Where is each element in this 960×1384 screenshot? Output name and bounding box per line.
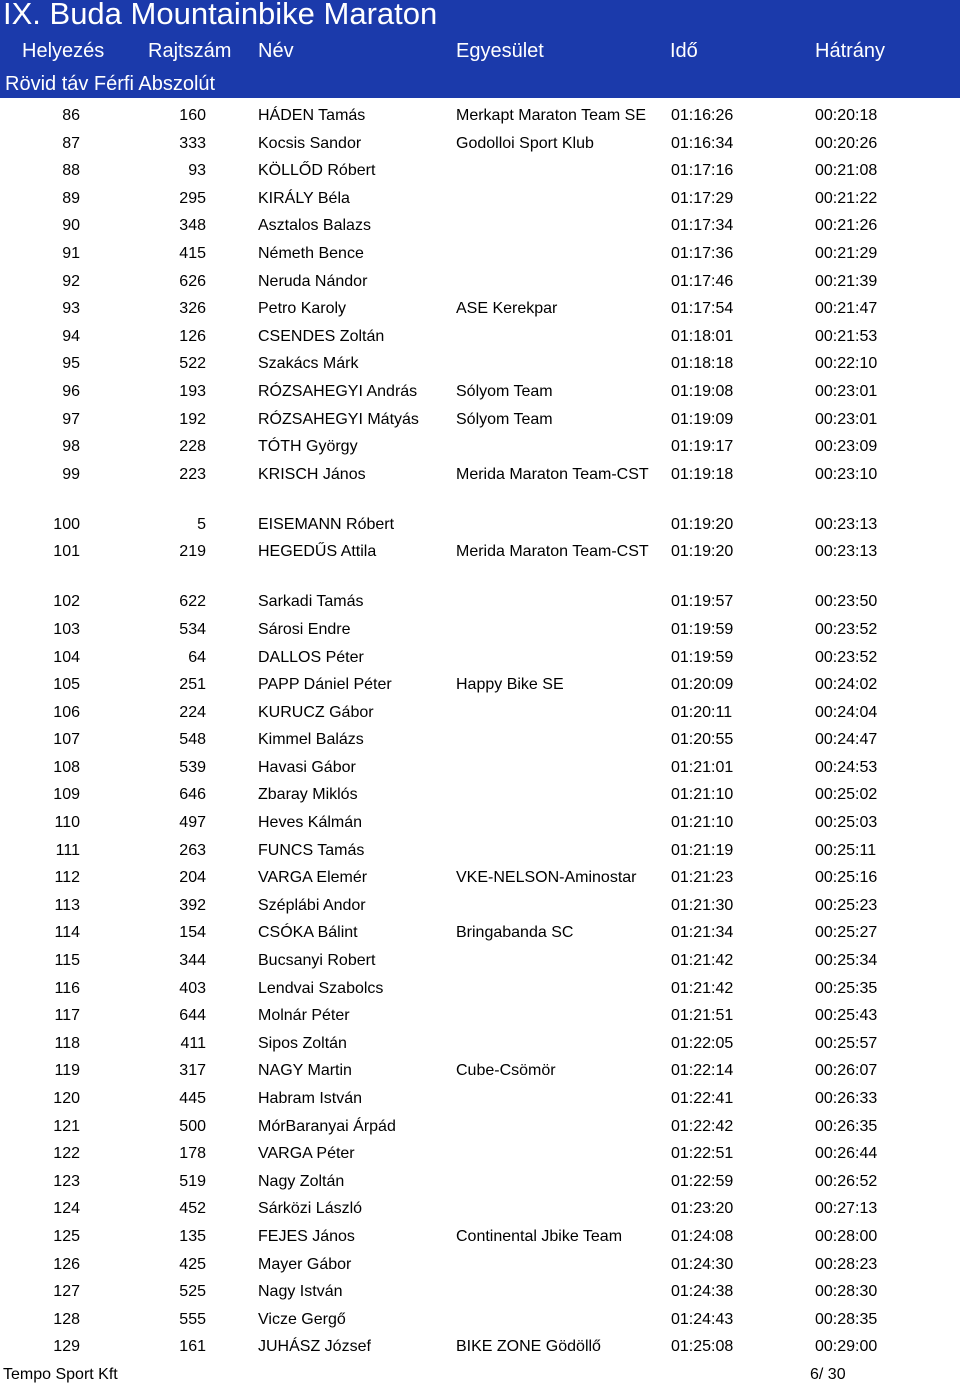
cell-position: 101 [53, 543, 80, 561]
cell-position: 91 [62, 244, 80, 262]
cell-bib: 64 [188, 648, 206, 666]
cell-gap: 00:24:53 [815, 758, 878, 776]
cell-gap: 00:25:03 [815, 814, 878, 832]
cell-gap: 00:23:10 [815, 465, 878, 483]
cell-gap: 00:22:10 [815, 355, 878, 373]
cell-time: 01:16:34 [671, 134, 734, 152]
cell-position: 97 [62, 410, 80, 428]
table-row [0, 777, 960, 805]
table-row [0, 805, 960, 833]
cell-bib: 333 [179, 134, 206, 152]
cell-gap: 00:24:02 [815, 676, 878, 694]
cell-gap: 00:20:18 [815, 107, 878, 124]
cell-name: VARGA Elemér [258, 869, 368, 887]
cell-position: 87 [62, 134, 80, 152]
cell-position: 111 [55, 841, 80, 859]
cell-gap: 00:27:13 [815, 1200, 878, 1218]
cell-position: 119 [54, 1062, 80, 1080]
cell-bib: 251 [179, 676, 206, 694]
cell-bib: 548 [179, 731, 206, 749]
cell-gap: 00:26:07 [815, 1062, 878, 1080]
cell-time: 01:17:46 [671, 272, 734, 290]
cell-name: Németh Bence [258, 244, 364, 262]
cell-gap: 00:21:22 [815, 189, 878, 207]
column-header-time: Idő [670, 40, 698, 62]
cell-time: 01:21:10 [671, 786, 734, 804]
cell-club: VKE-NELSON-Aminostar [456, 869, 637, 887]
cell-time: 01:17:36 [671, 244, 734, 262]
cell-bib: 348 [179, 217, 206, 235]
cell-gap: 00:25:23 [815, 896, 878, 914]
cell-name: HEGEDŰS Attila [258, 543, 377, 561]
cell-name: Széplábi Andor [258, 896, 366, 914]
column-header-gap: Hátrány [815, 40, 886, 62]
cell-time: 01:19:17 [671, 438, 734, 456]
cell-time: 01:21:10 [671, 814, 734, 832]
cell-name: VARGA Péter [258, 1145, 355, 1163]
results-header [0, 0, 960, 98]
cell-position: 95 [62, 355, 80, 373]
cell-time: 01:20:11 [671, 703, 733, 721]
cell-position: 117 [54, 1007, 80, 1025]
cell-time: 01:22:41 [671, 1090, 734, 1107]
cell-bib: 161 [179, 1338, 206, 1356]
table-row [0, 291, 960, 319]
cell-gap: 00:21:53 [815, 327, 878, 345]
cell-gap: 00:25:34 [815, 952, 878, 970]
cell-name: FEJES János [258, 1227, 355, 1245]
cell-bib: 622 [179, 593, 206, 611]
cell-gap: 00:21:29 [815, 244, 878, 262]
page-title: IX. Buda Mountainbike Maraton [3, 0, 438, 31]
cell-position: 99 [62, 465, 80, 483]
cell-time: 01:18:18 [671, 355, 734, 373]
cell-bib: 344 [179, 952, 206, 970]
cell-bib: 228 [179, 438, 206, 456]
cell-gap: 00:26:35 [815, 1117, 878, 1135]
cell-position: 126 [53, 1255, 80, 1273]
cell-gap: 00:21:08 [815, 162, 878, 180]
cell-time: 01:17:29 [671, 189, 734, 207]
cell-gap: 00:23:50 [815, 593, 878, 611]
cell-time: 01:24:30 [671, 1255, 734, 1273]
cell-time: 01:24:08 [671, 1227, 734, 1245]
table-row [0, 722, 960, 750]
cell-name: NAGY Martin [258, 1062, 352, 1080]
cell-club: Continental Jbike Team [456, 1227, 623, 1245]
cell-gap: 00:26:33 [815, 1090, 878, 1107]
table-row [0, 667, 960, 695]
table-row [0, 584, 960, 612]
column-header-name: Név [258, 40, 294, 62]
cell-club: Merkapt Maraton Team SE [456, 107, 647, 124]
cell-bib: 403 [179, 979, 206, 997]
cell-position: 120 [53, 1090, 80, 1107]
cell-time: 01:20:09 [671, 676, 734, 694]
cell-time: 01:19:09 [671, 410, 734, 428]
cell-bib: 160 [179, 107, 206, 124]
cell-name: MórBaranyai Árpád [258, 1117, 396, 1135]
table-row [0, 457, 960, 507]
cell-club: Godolloi Sport Klub [456, 134, 594, 152]
table-row [0, 319, 960, 347]
cell-gap: 00:25:43 [815, 1007, 878, 1025]
table-row [0, 860, 960, 888]
cell-name: Sárközi László [258, 1200, 363, 1218]
cell-name: KÖLLŐD Róbert [258, 162, 376, 180]
cell-position: 94 [62, 327, 80, 345]
cell-club: Cube-Csömör [456, 1062, 556, 1080]
cell-position: 105 [53, 676, 80, 694]
cell-gap: 00:25:27 [815, 924, 878, 942]
cell-time: 01:21:34 [671, 924, 734, 942]
cell-name: Kocsis Sandor [258, 134, 362, 152]
cell-position: 93 [62, 300, 80, 318]
cell-position: 96 [62, 382, 80, 400]
table-row [0, 126, 960, 154]
cell-name: Heves Kálmán [258, 814, 363, 832]
cell-position: 90 [62, 217, 80, 235]
cell-bib: 411 [180, 1034, 206, 1052]
cell-gap: 00:25:35 [815, 979, 878, 997]
cell-club: Merida Maraton Team-CST [456, 465, 649, 483]
cell-time: 01:19:20 [671, 515, 734, 533]
cell-name: Havasi Gábor [258, 758, 356, 776]
cell-gap: 00:20:26 [815, 134, 878, 152]
footer-organizer: Tempo Sport Kft [3, 1366, 118, 1383]
table-row [0, 402, 960, 430]
cell-gap: 00:29:00 [815, 1338, 878, 1356]
cell-gap: 00:26:44 [815, 1145, 878, 1163]
cell-name: KRISCH János [258, 465, 366, 483]
cell-gap: 00:25:11 [815, 841, 877, 859]
table-row [0, 971, 960, 999]
table-row [0, 98, 960, 126]
cell-time: 01:22:59 [671, 1172, 734, 1190]
cell-time: 01:17:54 [671, 300, 734, 318]
cell-name: Zbaray Miklós [258, 786, 358, 804]
cell-time: 01:16:26 [671, 107, 734, 124]
cell-gap: 00:25:57 [815, 1034, 878, 1052]
cell-bib: 5 [197, 515, 206, 533]
cell-position: 129 [53, 1338, 80, 1356]
cell-time: 01:22:14 [671, 1062, 734, 1080]
cell-bib: 193 [179, 382, 206, 400]
cell-time: 01:21:42 [671, 979, 734, 997]
cell-time: 01:19:59 [671, 648, 734, 666]
cell-name: EISEMANN Róbert [258, 515, 395, 533]
cell-bib: 425 [179, 1255, 206, 1273]
table-row [0, 612, 960, 640]
cell-time: 01:21:23 [671, 869, 734, 887]
cell-name: Mayer Gábor [258, 1255, 352, 1273]
cell-time: 01:21:42 [671, 952, 734, 970]
page-number: 6/ 30 [810, 1366, 846, 1383]
cell-gap: 00:23:13 [815, 515, 878, 533]
table-row [0, 998, 960, 1026]
cell-gap: 00:28:23 [815, 1255, 878, 1273]
cell-bib: 525 [179, 1283, 206, 1301]
cell-club: Sólyom Team [456, 382, 553, 400]
cell-bib: 326 [179, 300, 206, 318]
column-header-club: Egyesület [456, 40, 544, 62]
table-row [0, 1136, 960, 1164]
cell-club: Sólyom Team [456, 410, 553, 428]
cell-name: Nagy Zoltán [258, 1172, 345, 1190]
cell-gap: 00:21:47 [815, 300, 878, 318]
cell-position: 112 [54, 869, 80, 887]
cell-name: KURUCZ Gábor [258, 703, 374, 721]
cell-name: JUHÁSZ József [258, 1338, 371, 1356]
cell-gap: 00:23:52 [815, 648, 878, 666]
cell-gap: 00:28:00 [815, 1227, 878, 1245]
table-row [0, 1081, 960, 1109]
cell-bib: 534 [179, 620, 206, 638]
cell-bib: 224 [179, 703, 206, 721]
cell-time: 01:18:01 [671, 327, 734, 345]
table-row [0, 1302, 960, 1330]
cell-position: 127 [53, 1283, 80, 1301]
cell-position: 110 [54, 814, 80, 832]
cell-position: 122 [53, 1145, 80, 1163]
table-row [0, 153, 960, 181]
cell-position: 107 [53, 731, 80, 749]
cell-position: 123 [53, 1172, 80, 1190]
cell-gap: 00:23:01 [815, 410, 878, 428]
cell-time: 01:21:19 [671, 841, 734, 859]
cell-bib: 415 [179, 244, 206, 262]
table-row [0, 1274, 960, 1302]
table-row [0, 1191, 960, 1219]
table-row [0, 181, 960, 209]
cell-gap: 00:23:52 [815, 620, 878, 638]
cell-position: 103 [53, 620, 80, 638]
cell-position: 100 [53, 515, 80, 533]
cell-time: 01:22:51 [671, 1145, 734, 1163]
cell-position: 108 [53, 758, 80, 776]
cell-name: Sarkadi Tamás [258, 593, 364, 611]
table-row [0, 750, 960, 778]
table-row [0, 534, 960, 584]
cell-name: Asztalos Balazs [258, 217, 371, 235]
cell-name: Kimmel Balázs [258, 731, 364, 749]
cell-bib: 392 [179, 896, 206, 914]
cell-bib: 519 [179, 1172, 206, 1190]
table-row [0, 208, 960, 236]
category-title: Rövid táv Férfi Abszolút [5, 73, 216, 95]
cell-name: KIRÁLY Béla [258, 189, 350, 207]
cell-time: 01:19:57 [671, 593, 734, 611]
cell-bib: 295 [179, 189, 206, 207]
results-table [0, 98, 960, 1357]
cell-name: Neruda Nándor [258, 272, 368, 290]
table-row [0, 943, 960, 971]
table-row [0, 264, 960, 292]
cell-bib: 135 [179, 1227, 206, 1245]
cell-position: 109 [53, 786, 80, 804]
cell-time: 01:17:34 [671, 217, 734, 235]
cell-gap: 00:24:04 [815, 703, 878, 721]
cell-club: Merida Maraton Team-CST [456, 543, 649, 561]
cell-name: CSÓKA Bálint [258, 924, 358, 942]
cell-position: 106 [53, 703, 80, 721]
cell-name: PAPP Dániel Péter [258, 676, 392, 694]
cell-time: 01:22:05 [671, 1034, 734, 1052]
cell-gap: 00:28:30 [815, 1283, 878, 1301]
table-row [0, 833, 960, 861]
table-row [0, 1053, 960, 1081]
table-row [0, 1109, 960, 1137]
table-row [0, 507, 960, 535]
cell-position: 125 [53, 1227, 80, 1245]
cell-gap: 00:21:26 [815, 217, 878, 235]
cell-time: 01:19:59 [671, 620, 734, 638]
cell-position: 88 [62, 162, 80, 180]
cell-time: 01:21:30 [671, 896, 734, 914]
cell-time: 01:25:08 [671, 1338, 734, 1356]
cell-name: DALLOS Péter [258, 648, 364, 666]
cell-name: RÓZSAHEGYI Mátyás [258, 410, 419, 428]
cell-bib: 445 [179, 1090, 206, 1107]
cell-time: 01:17:16 [671, 162, 734, 180]
cell-position: 124 [53, 1200, 80, 1218]
cell-time: 01:19:08 [671, 382, 734, 400]
cell-position: 92 [62, 272, 80, 290]
cell-name: HÁDEN Tamás [258, 107, 366, 124]
cell-time: 01:19:20 [671, 543, 734, 561]
table-row [0, 888, 960, 916]
cell-name: RÓZSAHEGYI András [258, 382, 418, 400]
table-row [0, 1329, 960, 1357]
column-header-position: Helyezés [22, 40, 105, 62]
cell-gap: 00:24:47 [815, 731, 878, 749]
cell-name: Bucsanyi Robert [258, 952, 376, 970]
table-row [0, 374, 960, 402]
cell-position: 86 [62, 107, 80, 124]
table-row [0, 1026, 960, 1054]
cell-position: 115 [54, 952, 80, 970]
cell-bib: 223 [179, 465, 206, 483]
cell-bib: 555 [179, 1310, 206, 1328]
cell-name: CSENDES Zoltán [258, 327, 385, 345]
cell-name: FUNCS Tamás [258, 841, 365, 859]
cell-name: Sipos Zoltán [258, 1034, 347, 1052]
cell-time: 01:24:38 [671, 1283, 734, 1301]
cell-position: 113 [54, 896, 80, 914]
cell-name: Molnár Péter [258, 1007, 350, 1025]
cell-bib: 500 [179, 1117, 206, 1135]
cell-gap: 00:21:39 [815, 272, 878, 290]
cell-name: Lendvai Szabolcs [258, 979, 384, 997]
cell-bib: 93 [188, 162, 206, 180]
cell-position: 114 [54, 924, 80, 942]
cell-club: Bringabanda SC [456, 924, 574, 942]
cell-club: ASE Kerekpar [456, 300, 558, 318]
cell-bib: 522 [179, 355, 206, 373]
cell-bib: 263 [179, 841, 206, 859]
cell-name: Petro Karoly [258, 300, 347, 318]
cell-name: Szakács Márk [258, 355, 359, 373]
cell-bib: 204 [179, 869, 206, 887]
cell-bib: 219 [179, 543, 206, 561]
cell-name: Sárosi Endre [258, 620, 351, 638]
column-header-bib: Rajtszám [148, 40, 232, 62]
cell-bib: 497 [179, 814, 206, 832]
cell-time: 01:19:18 [671, 465, 734, 483]
cell-bib: 126 [179, 327, 206, 345]
cell-bib: 646 [179, 786, 206, 804]
cell-time: 01:23:20 [671, 1200, 734, 1218]
cell-position: 102 [53, 593, 80, 611]
cell-gap: 00:28:35 [815, 1310, 878, 1328]
cell-gap: 00:25:16 [815, 869, 878, 887]
cell-position: 121 [53, 1117, 80, 1135]
cell-bib: 626 [179, 272, 206, 290]
cell-time: 01:20:55 [671, 731, 734, 749]
table-row [0, 1164, 960, 1192]
cell-bib: 539 [179, 758, 206, 776]
table-row [0, 695, 960, 723]
cell-club: Happy Bike SE [456, 676, 564, 694]
table-row [0, 346, 960, 374]
cell-bib: 192 [179, 410, 206, 428]
cell-name: Nagy István [258, 1283, 343, 1301]
cell-bib: 178 [179, 1145, 206, 1163]
table-row [0, 915, 960, 943]
cell-gap: 00:26:52 [815, 1172, 878, 1190]
cell-position: 128 [53, 1310, 80, 1328]
table-row [0, 236, 960, 264]
cell-gap: 00:23:13 [815, 543, 878, 561]
cell-time: 01:21:01 [671, 758, 734, 776]
cell-position: 98 [62, 438, 80, 456]
cell-name: TÓTH György [258, 438, 358, 456]
cell-bib: 154 [179, 924, 206, 942]
cell-bib: 644 [179, 1007, 206, 1025]
cell-position: 104 [53, 648, 80, 666]
table-row [0, 429, 960, 457]
cell-time: 01:24:43 [671, 1310, 734, 1328]
cell-club: BIKE ZONE Gödöllő [456, 1338, 601, 1356]
cell-gap: 00:23:09 [815, 438, 878, 456]
cell-name: Vicze Gergő [258, 1310, 346, 1328]
cell-bib: 452 [179, 1200, 206, 1218]
table-row [0, 1219, 960, 1247]
cell-time: 01:22:42 [671, 1117, 734, 1135]
cell-position: 116 [54, 979, 80, 997]
cell-gap: 00:23:01 [815, 382, 878, 400]
cell-bib: 317 [179, 1062, 206, 1080]
cell-name: Habram István [258, 1090, 363, 1107]
cell-gap: 00:25:02 [815, 786, 878, 804]
table-row [0, 1247, 960, 1275]
cell-position: 118 [54, 1034, 80, 1052]
table-row [0, 640, 960, 668]
cell-time: 01:21:51 [671, 1007, 734, 1025]
cell-position: 89 [62, 189, 80, 207]
